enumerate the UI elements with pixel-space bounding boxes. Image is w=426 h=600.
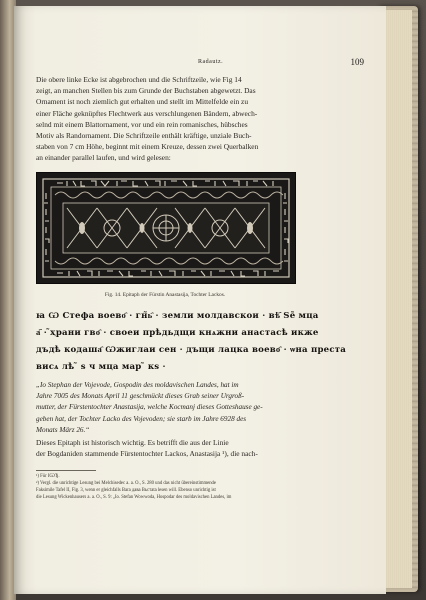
text-line: geben hat, der Tochter Lacko des Vojevoden; sie starb im Jahre 6928 des: [36, 414, 247, 423]
paragraph-intro: [36, 74, 369, 164]
text-line: Monats März 26.“: [36, 425, 90, 434]
footnote-line: Faksimile Tafel II, Fig. 3, wenn er gleichfalls Bara дава Вьстаta lesen will. Ebenso unrichtig ist: [36, 488, 216, 493]
text-line: selnd mit einem Blattornament, vor und ein rein romanisches, hübsches: [36, 119, 248, 129]
inscription-line: дъдѣ кодаша҄ Ѡжиглаи сен · дъщи лацка воево҄ · ѡна преста: [36, 345, 347, 355]
epitaph-figure: [36, 172, 296, 284]
text-line: zeigt, an manchen Stellen bis zum Grunde der Buchstaben abgewetzt. Das: [36, 86, 256, 96]
text-line: Ornament ist noch ziemlich gut erhalten und stellt im Mittelfelde ein zu: [36, 97, 249, 107]
inscription-line: ꙗ Ѡ Стефа воево҄ · гн̃ь҄ · земли молдавскои · вѣ҃ Ѕе̃ мца: [36, 311, 319, 321]
footnote-line: ²) Vergl. die unrichtige Lesung bei Melchisedec a. a. O., S. 280 und das nicht übereinstimmende: [36, 481, 216, 486]
inscription-line: висѧ лѣ ̃ ѕ ч мца мар ̃ кѕ ·: [36, 362, 166, 372]
text-line: der Bogdaniden stammende Fürstentochter Lackos, Anastasija ¹), die nach-: [36, 449, 258, 459]
epitaph-stone-image: [37, 173, 295, 283]
text-line: mutter, der Fürstentochter Anastasija, welche Kocmanj dieses Gotteshause ge-: [36, 403, 263, 412]
text-line: an einander parallel laufen, und wird gelesen:: [36, 153, 171, 163]
footnote-line: die Lesung Wickenhausers a. a. O., S. 9: „Io. Stefan Wowwoda, Hospodar des moldavischen Landes, im: [36, 495, 232, 500]
text-line: staben von 7 cm Höhe, beginnt mit einem Kreuze, dessen zwei Querbalken: [36, 142, 259, 152]
text-line: Dieses Epitaph ist historisch wichtig. Es betrifft die aus der Linie: [36, 438, 229, 447]
figure-caption: Fig. 14. Epitaph der Fürstin Anastasija, Tochter Lackos.: [104, 292, 226, 298]
inscription-line: а҃ · ̃ҳрани гво҄ · своеи прѣдьдщи кнѧжни анастасѣ икже: [36, 328, 319, 338]
text-line: Motiv als Randornament. Die Schriftzeile enthält kräftige, unziale Buch-: [36, 131, 252, 141]
running-title: Radautz.: [198, 59, 224, 65]
page-header: [50, 57, 364, 69]
text-line: einer Fläche geknüpftes Flechtwerk aus verschlungenen Bändern, abwech-: [36, 108, 258, 118]
page-stack-edge: [382, 10, 412, 588]
footnotes: [36, 473, 374, 501]
translation-quote: [36, 380, 372, 436]
text-line: „Io Stephan der Vojevode, Gospodin des moldavischen Landes, hat im: [36, 381, 239, 389]
page-number: 109: [350, 57, 364, 67]
text-line: Die obere linke Ecke ist abgebrochen und die Schriftzeile, wie Fig 14: [36, 75, 242, 84]
paragraph-commentary: [36, 437, 369, 459]
footnote-divider: [36, 470, 96, 471]
footnote-line: ¹) Für ЇѠЂ.: [36, 474, 60, 479]
slavonic-inscription: [36, 308, 376, 376]
text-line: Jahre 7005 des Monats April 11 geschmückt dieses Grab seiner Urgroß-: [36, 392, 245, 401]
